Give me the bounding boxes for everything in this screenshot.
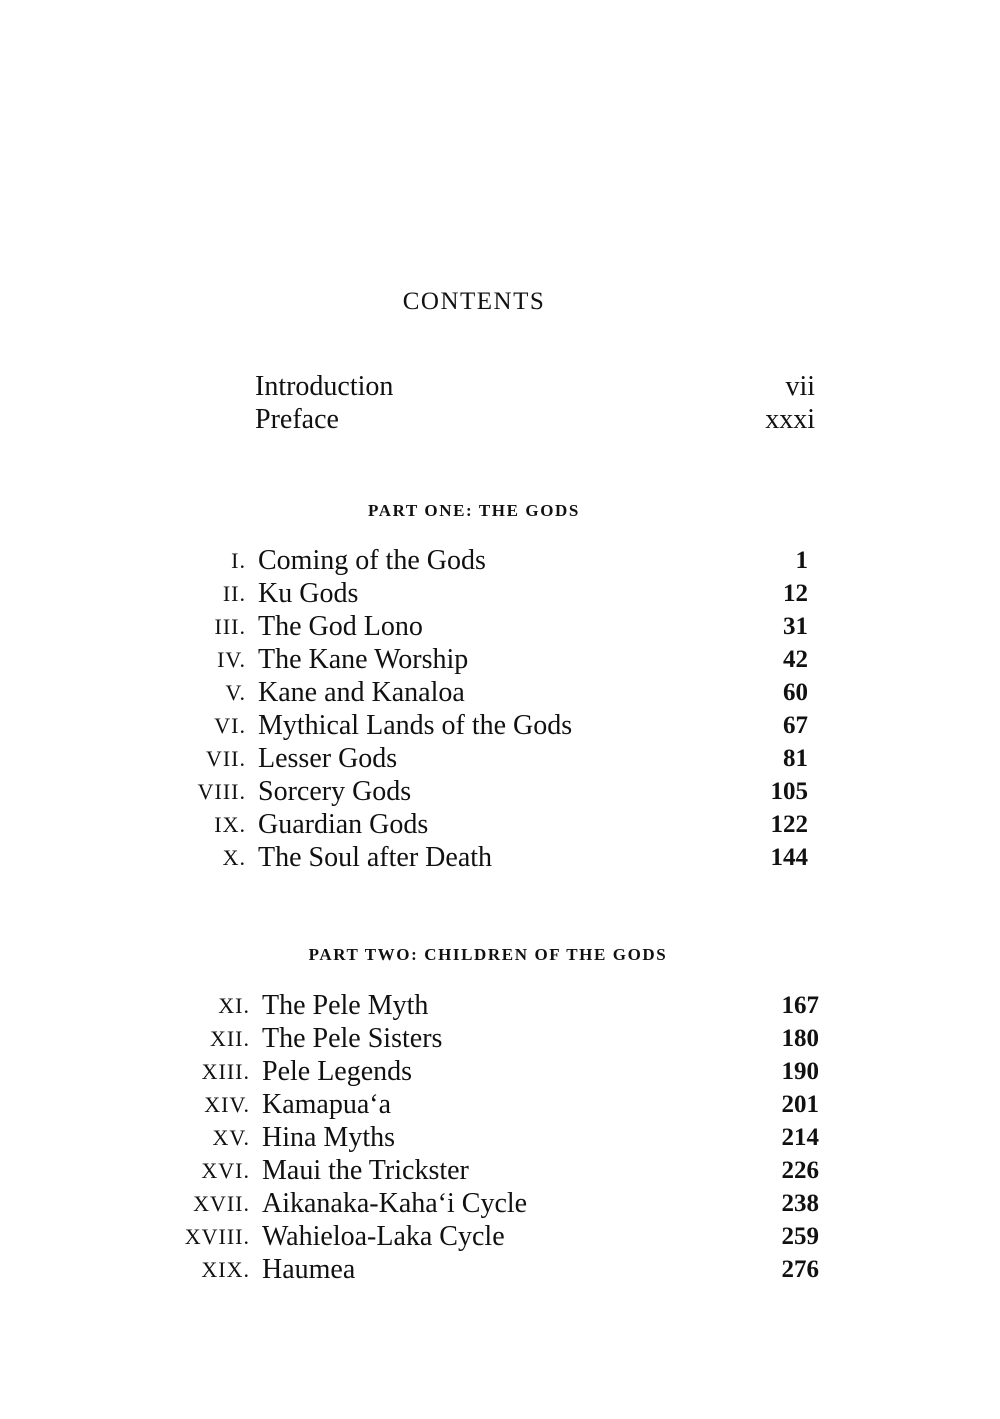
chapter-number: XIX. (201, 1257, 250, 1282)
chapter-page: 81 (783, 745, 808, 772)
chapter-title: Aikanaka-Kaha‘i Cycle (262, 1188, 528, 1219)
chapter-number: V. (225, 680, 246, 705)
chapter-title: Maui the Trickster (262, 1155, 469, 1186)
chapter-title: Guardian Gods (258, 809, 429, 840)
chapter-title: The Pele Sisters (262, 1023, 443, 1054)
chapter-title: The Pele Myth (262, 990, 429, 1021)
chapter-row[interactable] (168, 1088, 819, 1121)
chapter-row[interactable] (176, 610, 816, 643)
chapter-title: Kamapua‘a (262, 1089, 392, 1120)
chapter-row[interactable] (168, 1022, 819, 1055)
chapter-title: Pele Legends (262, 1056, 413, 1087)
chapter-title: Hina Myths (262, 1122, 395, 1153)
part-two-chapter-list (168, 989, 819, 1286)
chapter-number: XI. (218, 993, 250, 1018)
chapter-page: 180 (781, 1025, 819, 1052)
chapter-number: XVII. (193, 1191, 250, 1216)
chapter-number: VI. (214, 713, 246, 738)
front-matter-row[interactable] (255, 403, 815, 436)
chapter-number: IV. (217, 647, 246, 672)
chapter-page: 238 (781, 1190, 819, 1217)
chapter-number: XIV. (204, 1092, 250, 1117)
chapter-row[interactable] (168, 1154, 819, 1187)
chapter-page: 31 (783, 613, 808, 640)
chapter-row[interactable] (176, 544, 816, 577)
chapter-page: 214 (781, 1124, 819, 1151)
part-one-chapter-list (176, 544, 816, 874)
chapter-title: Lesser Gods (258, 743, 398, 774)
chapter-row[interactable] (176, 709, 816, 742)
chapter-page: 226 (781, 1157, 819, 1184)
front-matter-row[interactable] (255, 370, 815, 403)
chapter-page: 12 (783, 580, 808, 607)
front-matter-page: vii (785, 371, 815, 402)
chapter-page: 190 (781, 1058, 819, 1085)
chapter-row[interactable] (176, 643, 816, 676)
chapter-row[interactable] (176, 808, 816, 841)
chapter-title: Wahieloa-Laka Cycle (262, 1221, 505, 1252)
front-matter-label: Preface (255, 404, 339, 435)
chapter-page: 276 (781, 1256, 819, 1283)
chapter-row[interactable] (176, 676, 816, 709)
chapter-row[interactable] (168, 1121, 819, 1154)
chapter-page: 42 (783, 646, 808, 673)
chapter-row[interactable] (168, 1187, 819, 1220)
chapter-number: XII. (209, 1026, 250, 1051)
chapter-row[interactable] (176, 841, 816, 874)
chapter-row[interactable] (168, 989, 819, 1022)
chapter-title: Sorcery Gods (258, 776, 412, 807)
front-matter-label: Introduction (255, 371, 394, 402)
chapter-number: IX. (214, 812, 246, 837)
chapter-number: VIII. (197, 779, 246, 804)
chapter-row[interactable] (176, 775, 816, 808)
chapter-row[interactable] (168, 1220, 819, 1253)
chapter-title: Ku Gods (258, 578, 359, 609)
chapter-number: I. (231, 548, 246, 573)
chapter-page: 1 (795, 547, 808, 574)
chapter-row[interactable] (168, 1055, 819, 1088)
chapter-title: Coming of the Gods (258, 545, 486, 576)
chapter-page: 105 (770, 778, 808, 805)
chapter-title: The God Lono (258, 611, 423, 642)
page-title: CONTENTS (402, 288, 546, 315)
front-matter-list (255, 370, 815, 436)
chapter-number: VII. (205, 746, 246, 771)
chapter-page: 201 (781, 1091, 819, 1118)
chapter-number: XVI. (201, 1158, 250, 1183)
chapter-page: 259 (781, 1223, 819, 1250)
chapter-page: 122 (770, 811, 808, 838)
chapter-title: The Soul after Death (258, 842, 493, 873)
chapter-page: 67 (783, 712, 808, 739)
chapter-number: III. (214, 614, 246, 639)
chapter-title: Kane and Kanaloa (258, 677, 465, 708)
chapter-number: XV. (212, 1125, 250, 1150)
chapter-number: XIII. (201, 1059, 250, 1084)
part-one-heading: PART ONE: THE GODS (368, 501, 580, 520)
chapter-row[interactable] (176, 742, 816, 775)
part-two-heading: PART TWO: CHILDREN OF THE GODS (308, 945, 668, 964)
chapter-page: 144 (770, 844, 808, 871)
chapter-page: 60 (783, 679, 808, 706)
chapter-row[interactable] (176, 577, 816, 610)
chapter-number: X. (222, 845, 246, 870)
chapter-page: 167 (781, 992, 819, 1019)
chapter-title: Haumea (262, 1254, 356, 1285)
chapter-number: II. (222, 581, 246, 606)
chapter-number: XVIII. (184, 1224, 250, 1249)
chapter-row[interactable] (168, 1253, 819, 1286)
chapter-title: Mythical Lands of the Gods (258, 710, 573, 741)
front-matter-page: xxxi (765, 404, 815, 435)
chapter-title: The Kane Worship (258, 644, 469, 675)
